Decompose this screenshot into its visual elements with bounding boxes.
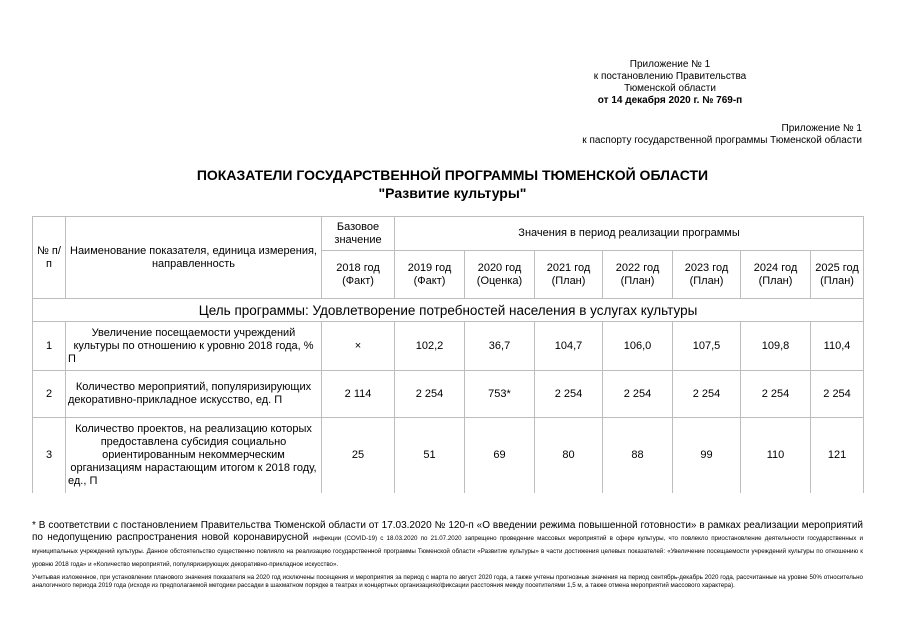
value-cell: 110,4 — [811, 322, 864, 371]
header-year-2025: 2025 год (План) — [811, 251, 864, 299]
value-cell: 88 — [603, 418, 673, 494]
value-cell: 107,5 — [673, 322, 741, 371]
row-num: 3 — [33, 418, 66, 494]
document-title: ПОКАЗАТЕЛИ ГОСУДАРСТВЕННОЙ ПРОГРАММЫ ТЮМЕНСКОЙ ОБЛАСТИ — [196, 167, 709, 183]
appendix-passport-line2: к паспорту государственной программы Тюменской области — [582, 135, 862, 146]
footnote-main-text: * В соответствии с постановлением Правительства Тюменской области от 17.03.2020 № 120-п «О введении режима повышенной готовности» в рамках реализации мероприятий по недопущению распространения новой коронавирусной — [32, 520, 863, 543]
value-cell: 109,8 — [741, 322, 811, 371]
value-cell: 2 254 — [395, 371, 465, 418]
header-year-2020: 2020 год (Оценка) — [465, 251, 535, 299]
header-name: Наименование показателя, единица измерения, направленность — [66, 217, 322, 299]
header-year-2021: 2021 год (План) — [535, 251, 603, 299]
value-cell: 36,7 — [465, 322, 535, 371]
row-num: 2 — [33, 371, 66, 418]
header-base: Базовое значение — [322, 217, 395, 251]
header-year-2018: 2018 год (Факт) — [322, 251, 395, 299]
value-cell: 2 254 — [811, 371, 864, 418]
value-cell: 80 — [535, 418, 603, 494]
table-row — [33, 418, 864, 494]
indicators-table — [32, 216, 864, 493]
footnote-second: Учитывая изложенное, при установлении планового значения показателя на 2020 год исключены посещения и мероприятия за период с марта по август 2020 года, а также учтены прогнозные значения на период сентябрь-декабрь 2020 года, рассчитанные на уровне 50% относительно аналогичного периода 2019 года (исходя из предполагаемой методики рассадки в шахматном порядке в театрах и концертных организациях/фиксации расстояния между посетителями 1,5 м, а также отмена мероприятий массового характера). — [32, 574, 863, 590]
value-cell: 2 114 — [322, 371, 395, 418]
indicator-name: Количество проектов, на реализацию которых предоставлена субсидия социально ориентированным некоммерческим организациям нарастающим итогом к 2018 году, ед., П — [66, 418, 322, 494]
table-row — [33, 371, 864, 418]
indicator-name: Количество мероприятий, популяризирующих декоративно-прикладное искусство, ед. П — [66, 371, 322, 418]
table-row — [33, 322, 864, 371]
value-cell: 110 — [741, 418, 811, 494]
value-cell: 121 — [811, 418, 864, 494]
value-cell: 2 254 — [673, 371, 741, 418]
appendix-resolution-line3: Тюменской области — [624, 83, 716, 94]
appendix-resolution-date: от 14 декабря 2020 г. № 769-п — [597, 95, 743, 106]
appendix-resolution-line2: к постановлению Правительства — [593, 71, 747, 82]
value-cell: 753* — [465, 371, 535, 418]
header-year-2023: 2023 год (План) — [673, 251, 741, 299]
value-cell: 99 — [673, 418, 741, 494]
value-cell: × — [322, 322, 395, 371]
footnote-main-continuation: инфекции (COVID-19) с 18.03.2020 по 21.07.2020 запрещено проведение массовых мероприятий в сфере культуры, что повлекло приостановление деятельности государственных и муниципальных учреждений культуры. Данное обстоятельство существенно повлияло на реализацию государственной программы Тюменской области «Развитие культуры» в части достижения целевых показателей: «Увеличение посещаемости учреждений культуры по отношению к уровню 2018 года» и «Количество мероприятий, популяризирующих декоративно-прикладное искусство». — [32, 535, 864, 568]
header-year-2024: 2024 год (План) — [741, 251, 811, 299]
header-period: Значения в период реализации программы — [395, 217, 864, 251]
appendix-resolution-line1: Приложение № 1 — [629, 59, 711, 70]
appendix-passport-line1: Приложение № 1 — [781, 123, 862, 134]
footnote-main — [32, 520, 863, 571]
appendix-resolution-block — [520, 59, 820, 107]
header-year-2022: 2022 год (План) — [603, 251, 673, 299]
value-cell: 104,7 — [535, 322, 603, 371]
header-num: № п/п — [33, 217, 66, 299]
value-cell: 51 — [395, 418, 465, 494]
footnotes — [32, 520, 863, 590]
value-cell: 69 — [465, 418, 535, 494]
row-num: 1 — [33, 322, 66, 371]
appendix-passport-block — [442, 123, 862, 147]
program-goal: Цель программы: Удовлетворение потребностей населения в услугах культуры — [33, 299, 864, 322]
value-cell: 25 — [322, 418, 395, 494]
indicator-name: Увеличение посещаемости учреждений культуры по отношению к уровню 2018 года, % П — [66, 322, 322, 371]
value-cell: 2 254 — [535, 371, 603, 418]
table-header-row — [33, 217, 864, 251]
header-year-2019: 2019 год (Факт) — [395, 251, 465, 299]
document-subtitle: "Развитие культуры" — [378, 185, 527, 201]
value-cell: 2 254 — [603, 371, 673, 418]
goal-row — [33, 299, 864, 322]
value-cell: 2 254 — [741, 371, 811, 418]
value-cell: 102,2 — [395, 322, 465, 371]
value-cell: 106,0 — [603, 322, 673, 371]
